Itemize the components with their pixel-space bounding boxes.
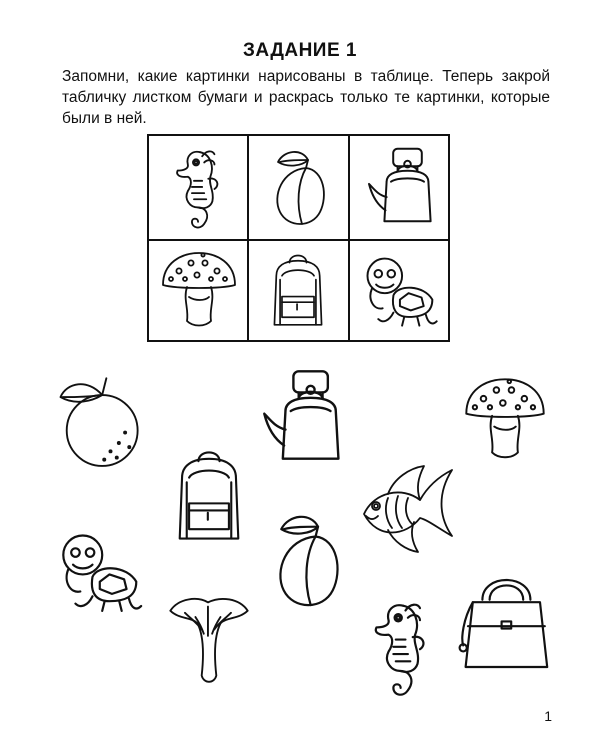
mushroom-icon[interactable] (462, 370, 548, 466)
handbag-icon[interactable] (456, 566, 552, 672)
turtle-icon[interactable] (56, 528, 146, 616)
memory-table (147, 134, 450, 342)
orange-icon[interactable] (52, 370, 144, 468)
backpack-icon[interactable] (168, 442, 250, 546)
task-instructions: Запомни, какие картинки нарисованы в таблице. Теперь закрой табличку листком бумаги и раскрась только те картинки, которые были в ней. (62, 68, 550, 127)
page-number: 1 (544, 708, 552, 724)
chanterelle-icon[interactable] (166, 594, 252, 686)
plum-icon[interactable] (262, 512, 352, 610)
seahorse-icon (165, 144, 225, 232)
seahorse-icon[interactable] (362, 596, 432, 700)
task-title: ЗАДАНИЕ 1 (243, 40, 357, 61)
fish-icon[interactable] (358, 456, 454, 552)
kettle-icon (369, 144, 435, 226)
turtle-icon (361, 250, 441, 332)
kettle-icon[interactable] (262, 366, 346, 464)
plum-icon (265, 148, 333, 228)
mushroom-icon (159, 246, 239, 332)
backpack-icon (265, 244, 331, 334)
